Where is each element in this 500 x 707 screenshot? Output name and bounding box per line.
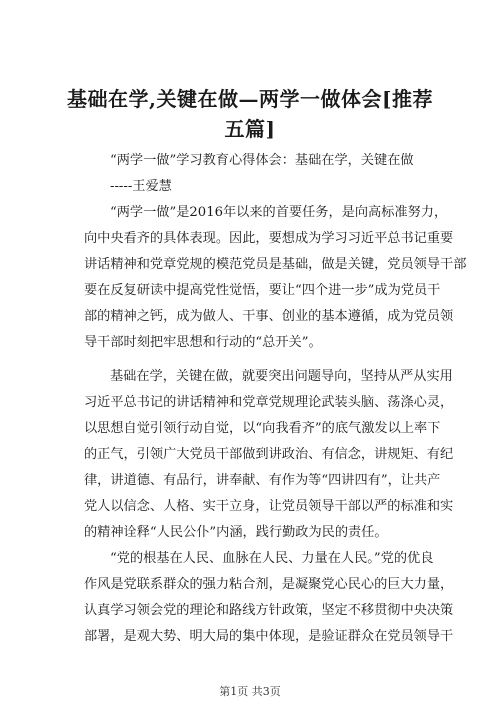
page-number-footer: 第1页 共3页 <box>219 685 281 698</box>
text-line: 导干部时刻把牢思想和行动的“总开关”。 <box>84 335 322 350</box>
text-line: 习近平总书记的讲话精神和党章党规理论武装头脑、荡涤心灵， <box>84 395 454 410</box>
paragraph-3 <box>84 546 454 650</box>
text-line: 党人以信念、人格、实干立身，让党员领导干部以严的标准和实 <box>84 499 454 514</box>
paragraph-2 <box>84 364 454 546</box>
text-line: 讲话精神和党章党规的模范党员是基础，做是关键，党员领导干部 <box>84 257 467 272</box>
subtitle-line: “两学一做”学习教育心得体会：基础在学，关键在做 <box>110 153 414 168</box>
text-line: 要在反复研读中提高党性觉悟，要让“四个进一步”成为党员干 <box>84 283 441 298</box>
text-line: 的正气，引领广大党员干部做到讲政治、有信念，讲规矩、有纪 <box>84 447 454 462</box>
text-line: “党的根基在人民、血脉在人民、力量在人民。”党的优良 <box>110 551 434 566</box>
text-line: 以思想自觉引领行动自觉，以“向我看齐”的底气激发以上率下 <box>84 421 441 436</box>
text-line: 律，讲道德、有品行，讲奉献、有作为等“四讲四有”，让共产 <box>84 473 441 488</box>
text-line: 基础在学，关键在做，就要突出问题导向，坚持从严从实用 <box>110 369 453 384</box>
text-line: 部的精神之钙，成为做人、干事、创业的基本遵循，成为党员领 <box>84 309 454 324</box>
document-body <box>84 148 467 650</box>
text-line: 部署，是观大势、明大局的集中体现，是验证群众在党员领导干 <box>84 629 454 644</box>
text-line: 作风是党联系群众的强力粘合剂，是凝聚党心民心的巨大力量， <box>84 577 454 592</box>
paragraph-1 <box>84 200 467 356</box>
text-line: 的精神诠释“人民公仆”内涵，践行勤政为民的责任。 <box>84 525 388 540</box>
text-line: “两学一做”是2016年以来的首要任务，是向高标准努力， <box>110 205 448 220</box>
author-line: -----王爱慧 <box>110 179 172 194</box>
text-line: 认真学习领会党的理论和路线方针政策，坚定不移贯彻中央决策 <box>84 603 454 618</box>
text-line: 向中央看齐的具体表现。因此，要想成为学习习近平总书记重要 <box>84 231 454 246</box>
document-title: 基础在学,关键在做—两学一做体会[推荐五篇] <box>67 87 433 141</box>
